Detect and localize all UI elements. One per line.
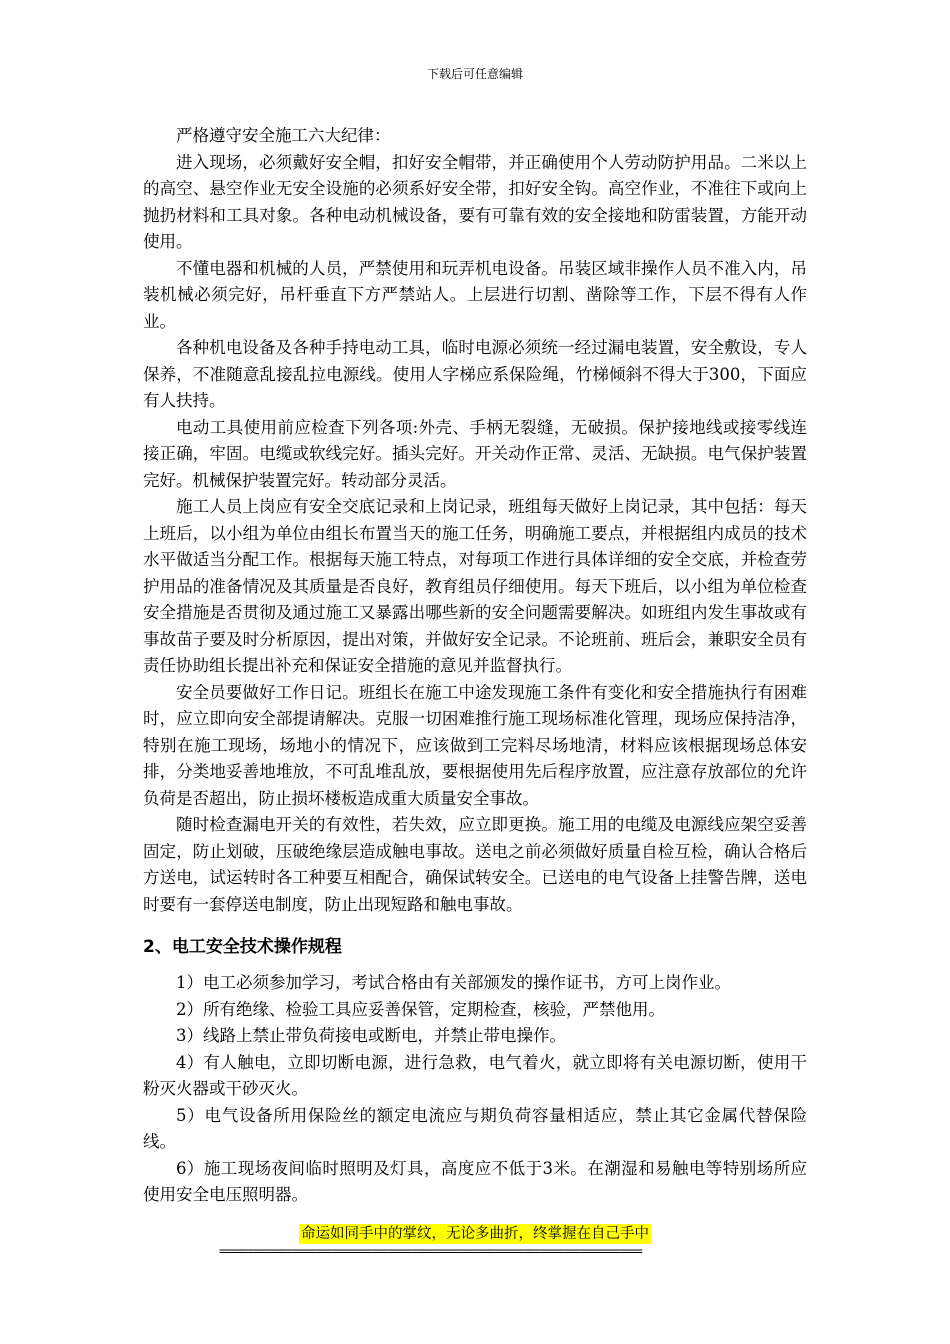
paragraph-leakage-check: 随时检查漏电开关的有效性，若失效，应立即更换。施工用的电缆及电源线应架空妥善固定，防止划破，压破绝缘层造成触电事故。送电之前必须做好质量自检互检，确认合格后方送电，试运转时各工种要互相配合，确保试转安全。已送电的电气设备上挂警告牌，送电时要有一套停送电制度，防止出现短路和触电事故。 [143,815,807,914]
list-item: 6）施工现场夜间临时照明及灯具，高度应不低于3米。在潮湿和易触电等特别场所应使用安全电压照明器。 [143,1158,807,1204]
paragraph-equipment-use: 不懂电器和机械的人员，严禁使用和玩弄机电设备。吊装区域非操作人员不准入内，吊装机械必须完好，吊杆垂直下方严禁站人。上层进行切割、凿除等工作，下层不得有人作业。 [143,258,807,331]
paragraph-shift-records: 施工人员上岗应有安全交底记录和上岗记录，班组每天做好上岗记录，其中包括：每天上班后，以小组为单位由组长布置当天的施工任务，明确施工要点，并根据组内成员的技术水平做适当分配工作。根据每天施工特点，对每项工作进行具体详细的安全交底，并检查劳护用品的准备情况及其质量是否良好，教育组员仔细使用。每天下班后，以小组为单位检查安全措施是否贯彻及通过施工又暴露出哪些新的安全问题需要解决。如班组内发生事故或有事故苗子要及时分析原因，提出对策，并做好安全记录。不论班前、班后会，兼职安全员有责任协助组长提出补充和保证安全措施的意见并监督执行。 [143,497,807,675]
list-item: 1）电工必须参加学习，考试合格由有关部颁发的操作证书，方可上岗作业。 [176,973,731,992]
footer-divider: =========================================================================== [219,1245,642,1258]
list-item: 2）所有绝缘、检验工具应妥善保管，定期检查，核验，严禁他用。 [176,999,665,1019]
paragraph-discipline-title: 严格遵守安全施工六大纪律： [176,126,391,145]
document-body [143,123,807,1209]
section-heading: 2、电工安全技术操作规程 [143,937,342,957]
paragraph-safety-officer: 安全员要做好工作日记。班组长在施工中途发现施工条件有变化和安全措施执行有困难时，应立即向安全部提请解决。克服一切困难推行施工现场标准化管理，现场应保持洁净，特别在施工现场，场地小的情况下，应该做到工完料尽场地清，材料应该根据现场总体安排，分类地妥善地堆放，不可乱堆乱放，要根据使用先后程序放置，应注意存放部位的允许负荷是否超出，防止损坏楼板造成重大质量安全事故。 [143,682,807,808]
list-item: 3）线路上禁止带负荷接电或断电，并禁止带电操作。 [176,1026,566,1045]
paragraph-power-tools: 各种机电设备及各种手持电动工具，临时电源必须统一经过漏电装置，安全敷设，专人保养，不准随意乱接乱拉电源线。使用人字梯应系保险绳，竹梯倾斜不得大于300，下面应有人扶持。 [143,338,807,410]
paragraph-tool-check: 电动工具使用前应检查下列各项:外壳、手柄无裂缝，无破损。保护接地线或接零线连接正确，牢固。电缆或软线完好。插头完好。开关动作正常、灵活、无缺损。电气保护装置完好。机械保护装置完好。转动部分灵活。 [143,417,807,490]
page-footer [0,1223,950,1258]
paragraph-site-entry: 进入现场，必须戴好安全帽，扣好安全帽带，并正确使用个人劳动防护用品。二米以上的高空、悬空作业无安全设施的必须系好安全带，扣好安全钩。高空作业，不准往下或向上抛扔材料和工具对象。各种电动机械设备，要有可靠有效的安全接地和防雷装置，方能开动使用。 [143,152,807,251]
list-item: 4）有人触电，立即切断电源，进行急救，电气着火，就立即将有关电源切断，使用干粉灭火器或干砂灭火。 [143,1052,807,1098]
page-header: 下载后可任意编辑 [426,67,523,81]
list-item: 5）电气设备所用保险丝的额定电流应与期负荷容量相适应，禁止其它金属代替保险线。 [143,1105,807,1151]
footer-motto: 命运如同手中的掌纹，无论多曲折，终掌握在自己手中 [301,1226,649,1242]
